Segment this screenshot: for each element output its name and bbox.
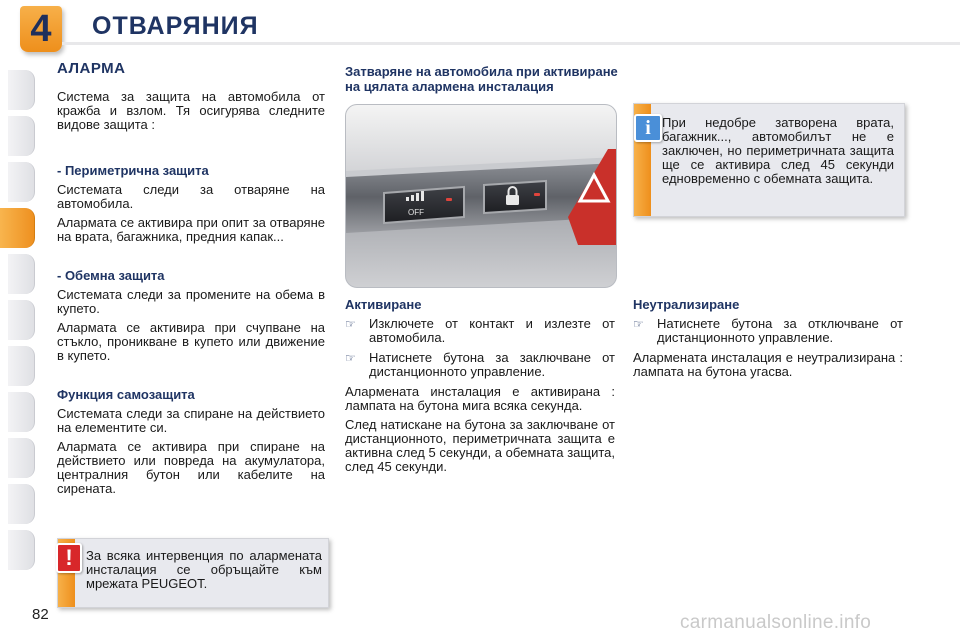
pointing-hand-icon: ☞ xyxy=(633,317,644,331)
alarm-title: АЛАРМА xyxy=(57,60,126,77)
lock-button xyxy=(484,181,546,213)
perimeter-title: - Периметрична защита xyxy=(57,163,209,178)
neutral-text-1: Алармената инсталация е неутрализирана : лампата на бутона угасва. xyxy=(633,350,903,379)
activation-bullet-2-text: Натиснете бутона за заключване от дистанционното управление. xyxy=(369,350,615,379)
chapter-tabs xyxy=(0,70,40,580)
activation-text-1: Алармената инсталация е активирана : лампата на бутона мига всяка секунда. xyxy=(345,384,615,413)
volume-title: - Обемна защита xyxy=(57,268,165,283)
info-icon: i xyxy=(634,114,662,142)
page-header xyxy=(0,0,960,50)
alarm-button-photo xyxy=(345,104,617,288)
selfprotect-text-1: Системата следи за спиране на действието на елементите си. xyxy=(57,406,325,435)
activation-column xyxy=(345,298,615,479)
page-title: ОТВАРЯНИЯ xyxy=(92,12,259,40)
watermark: carmanualsonline.info xyxy=(680,612,872,633)
neutral-bullet-1 xyxy=(633,317,903,345)
pointing-hand-icon: ☞ xyxy=(345,317,356,331)
activation-bullet-1-text: Изключете от контакт и излезте от автомобила. xyxy=(369,316,615,345)
off-label: OFF xyxy=(408,208,424,217)
warning-note xyxy=(57,538,329,608)
neutralization-column xyxy=(633,298,903,384)
alarm-column xyxy=(57,62,325,501)
activation-bullet-1 xyxy=(345,317,615,345)
chapter-tab-3[interactable] xyxy=(8,162,35,202)
volume-text-1: Системата следи за промените на обема в купето. xyxy=(57,287,325,316)
chapter-tab-1[interactable] xyxy=(8,70,35,110)
alarm-intro: Система за защита на автомобила от кражба и взлом. Тя осигурява следните видове защита : xyxy=(57,89,325,132)
chapter-tab-7[interactable] xyxy=(8,346,35,386)
volume-sensor-button xyxy=(384,187,464,223)
perimeter-text-1: Системата следи за отваряне на автомобила. xyxy=(57,182,325,211)
selfprotect-title: Функция самозащита xyxy=(57,387,195,402)
button-led xyxy=(446,198,452,201)
neutral-title: Неутрализиране xyxy=(633,297,740,312)
chapter-tab-8[interactable] xyxy=(8,392,35,432)
chapter-tab-5[interactable] xyxy=(8,254,35,294)
chapter-tab-9[interactable] xyxy=(8,438,35,478)
page-number: 82 xyxy=(32,606,49,623)
volume-text-2: Алармата се активира при счупване на стъкло, проникване в купето или движение в купето. xyxy=(57,320,325,363)
lock-led xyxy=(534,193,540,196)
chapter-tab-11[interactable] xyxy=(8,530,35,570)
perimeter-text-2: Алармата се активира при опит за отваряне на врата, багажника, предния капак... xyxy=(57,215,325,244)
warning-note-text: За всяка интервенция по алармената инсталация се обръщайте към мрежата PEUGEOT. xyxy=(86,548,322,591)
pointing-hand-icon: ☞ xyxy=(345,351,356,365)
activation-bullet-2 xyxy=(345,351,615,379)
activation-text-2: След натискане на бутона за заключване от дистанционното, периметричната защита е активна след 5 секунди, а обемната защита, след 45 секунди. xyxy=(345,417,615,474)
neutral-bullet-1-text: Натиснете бутона за отключване от дистанционното управление. xyxy=(657,316,903,345)
chapter-tab-4-active[interactable] xyxy=(0,208,35,248)
info-note xyxy=(633,103,905,217)
chapter-badge: 4 xyxy=(20,6,62,52)
warning-icon: ! xyxy=(56,543,82,573)
locking-heading: Затваряне на автомобила при активиране на цялата алармена инсталация xyxy=(345,64,618,94)
chapter-tab-2[interactable] xyxy=(8,116,35,156)
chapter-tab-10[interactable] xyxy=(8,484,35,524)
header-divider xyxy=(62,42,960,45)
info-note-text: При недобре затворена врата, багажник..., автомобилът не е заключен, но периметричната защита ще се активира след 45 секунди едновременно с обемната защита. xyxy=(662,115,894,186)
activation-title: Активиране xyxy=(345,297,422,312)
selfprotect-text-2: Алармата се активира при спиране на действието или повреда на акумулатора, централния бутон или кабелите на сирената. xyxy=(57,439,325,496)
chapter-tab-6[interactable] xyxy=(8,300,35,340)
